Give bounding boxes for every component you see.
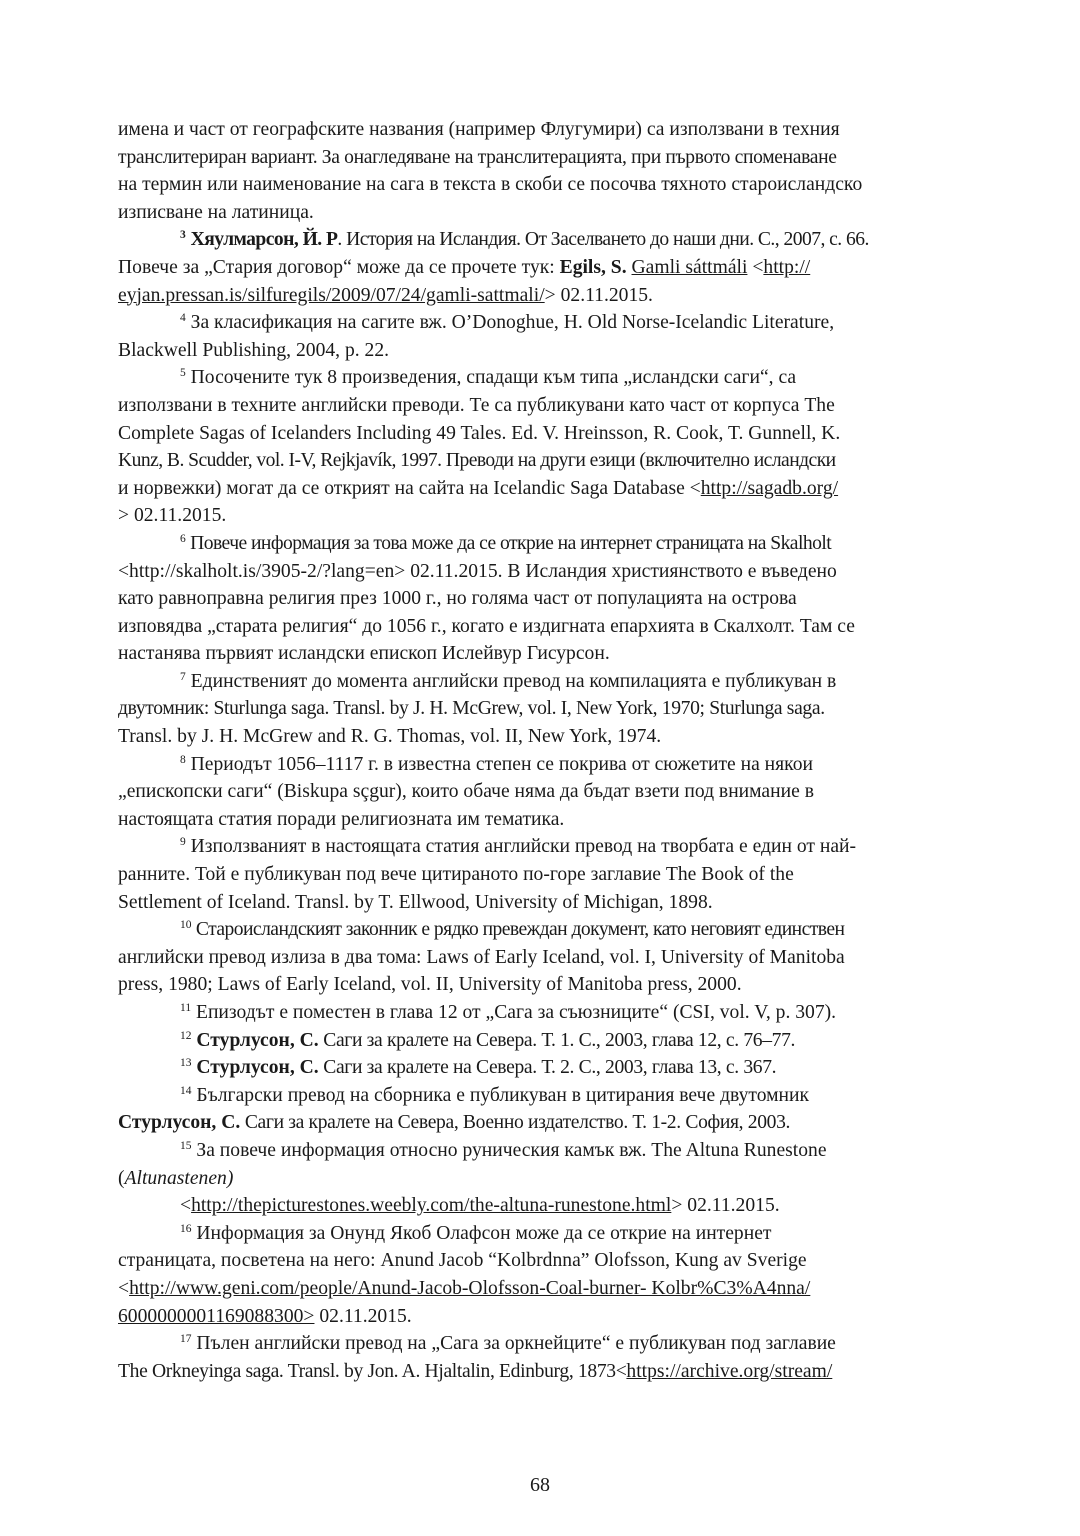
- footnote-number: 13: [180, 1057, 192, 1070]
- footnote-number: 6: [180, 532, 186, 545]
- footnote-number: 11: [180, 1002, 192, 1014]
- footnote-number: 8: [180, 753, 186, 766]
- footnote-7: $^7$ Единственият до момента английски превод на компилацията е публикуван в двутомник: Sturlunga saga. Transl. by J. H. McGrew, vol. I, New York, 1970; Sturlunga saga. Transl. by J. H. McGrew and R. G. Thomas, vol. II, New York, 1974.: [118, 670, 837, 748]
- footnote-number: 16: [180, 1222, 192, 1235]
- footnote-number: 3: [180, 229, 186, 242]
- footnote-13: $^{13}$ Стурлусон, С. Саги за кралете на Севера. Т. 2. С., 2003, глава 13, с. 367.: [180, 1057, 777, 1079]
- footnote-15: $^{15}$ За повече информация относно руническия камък вж. The Altuna Runestone (Altunastenen): [118, 1139, 827, 1189]
- geni-link[interactable]: http://www.geni.com/people/Anund-Jacob-Olofsson-Coal-burner- Kolbr%C3%A4nna/ 6000000001169088300>: [118, 1277, 811, 1327]
- footnote-3: $^3$ Хяулмарсон, Й. Р. История на Исландия. От Заселването до наши дни. С., 2007, с. 66. Повече за „Стария договор“ може да се прочете тук: Egils, S. Gamli sáttmáli <http:// eyjan.pressan.is/silfuregils/2009/07/24/gamli-sattmali/> 02.11.2015.: [118, 229, 869, 306]
- footnote-11: $^{11}$ Епизодът е поместен в глава 12 от „Сага за съюзниците“ (CSI, vol. V, p. 307).: [180, 1002, 837, 1023]
- footnote-number: 14: [180, 1084, 192, 1097]
- footnote-9: $^9$ Използваният в настоящата статия английски превод на творбата е един от най- ранните. Той е публикуван под вече цитираното по-горе заглавие The Book of the Settlement of Iceland. Transl. by T. Ellwood, University of Michigan, 1898.: [118, 836, 857, 913]
- footnote-10: $^{10}$ Староисландският законник е рядко превеждан документ, като неговият единствен английски превод излиза в два тома: Laws of Early Iceland, vol. I, University of Manitoba press, 1980; Laws of Early Iceland, vol. II, University of Manitoba press, 2000.: [118, 919, 845, 996]
- footnote-16: $^{16}$ Информация за Онунд Якоб Олафсон може да се открие на интернет страницата, посветена на него: Anund Jacob “Kolbrdnna” Olofsson, Kung av Sverige <http://www.geni.com/people/Anund-Jacob-Olofsson-Coal-burner- Kolbr%C3%A4nna/ 6000000001169088300> 02.11.2015.: [118, 1222, 811, 1327]
- author-name: Стурлусон, С.: [196, 1029, 319, 1051]
- altuna-runestone-link[interactable]: http://thepicturestones.weebly.com/the-altuna-runestone.html: [191, 1195, 672, 1217]
- footnote-14: $^{14}$ Български превод на сборника е публикуван в цитирания вече двутомник Стурлусон, С. Саги за кралете на Севера, Военно издателство. Т. 1-2. София, 2003.: [118, 1084, 810, 1134]
- author-name: Стурлусон, С.: [118, 1112, 241, 1134]
- archive-org-link[interactable]: https://archive.org/stream/: [626, 1360, 833, 1382]
- author-name: Egils, S.: [559, 256, 627, 278]
- author-name: Хяулмарсон, Й. Р: [190, 229, 338, 251]
- footnote-number: 12: [180, 1029, 192, 1042]
- footnote-number: 7: [180, 670, 186, 683]
- sagadb-link[interactable]: http://sagadb.org/: [700, 477, 839, 499]
- footnote-4: $^4$ За класификация на сагите вж. O’Donoghue, H. Old Norse-Icelandic Literature, Blackwell Publishing, 2004, p. 22.: [118, 312, 835, 361]
- gamli-sattmali-link[interactable]: Gamli sáttmáli: [631, 256, 748, 278]
- footnote-12: $^{12}$ Стурлусон, С. Саги за кралете на Севера. Т. 1. С., 2003, глава 12, с. 76–77.: [180, 1029, 796, 1051]
- footnote-number: 4: [180, 312, 186, 325]
- footnote-number: 9: [180, 836, 186, 849]
- footnote-6: $^6$ Повече информация за това може да се открие на интернет страницата на Skalholt <http://skalholt.is/3905-2/?lang=en> 02.11.2015. В Исландия християнството е въведено като равноправна религия през 1000 г., но голяма част от популацията на острова изповядва „старата религия“ до 1056 г., когато е издигната епархията в Скалхолт. Там се настанява първият исландски епископ Ислейвур Гисурсон.: [118, 532, 855, 665]
- footnote-5: $^5$ Посочените тук 8 произведения, спадащи към типа „исландски саги“, са използвани в техните английски преводи. Те са публикувани като част от корпуса The Complete Sagas of Icelanders Including 49 Tales. Ed. V. Hreinsson, R. Cook, T. Gunnell, K. Kunz, B. Scudder, vol. I-V, Rejkjavík, 1997. Преводи на други езици (включително исландски и норвежки) могат да се открият на сайта на Icelandic Saga Database <http://sagadb.org/ > 02.11.2015.: [118, 367, 841, 527]
- footnote-8: $^8$ Периодът 1056–1117 г. в известна степен се покрива от сюжетите на някои „епископски саги“ (Biskupa sçgur), които обаче няма да бъдат взети под внимание в настоящата статия поради религиозната им тематика.: [118, 753, 814, 830]
- footnote-number: 10: [180, 919, 192, 932]
- gamli-sattmali-url-link[interactable]: http:// eyjan.pressan.is/silfuregils/2009/07/24/gamli-sattmali/: [118, 256, 811, 306]
- page-number: 68: [530, 1474, 550, 1496]
- footnote-number: 5: [180, 367, 186, 380]
- document-page: [118, 116, 963, 1385]
- author-name: Стурлусон, С.: [196, 1057, 319, 1079]
- footnote-number: 15: [180, 1139, 192, 1152]
- footnote-number: 17: [180, 1333, 192, 1346]
- footnote-15-link-line: <http://thepicturestones.weebly.com/the-altuna-runestone.html> 02.11.2015.: [180, 1195, 780, 1217]
- footnote-17: $^{17}$ Пълен английски превод на „Сага за оркнейците“ е публикуван под заглавие The Orkneyinga saga. Transl. by Jon. A. Hjaltalin, Edinburg, 1873<https://archive.org/stream/: [118, 1333, 836, 1382]
- intro-paragraph: имена и част от географските названия (например Флугумири) са използвани в техния транслитериран вариант. За онагледяване на транслитерацията, при първото споменаване на термин или наименование на сага в текста в скоби се посочва тяхното староисландско изписване на латиница.: [118, 119, 863, 223]
